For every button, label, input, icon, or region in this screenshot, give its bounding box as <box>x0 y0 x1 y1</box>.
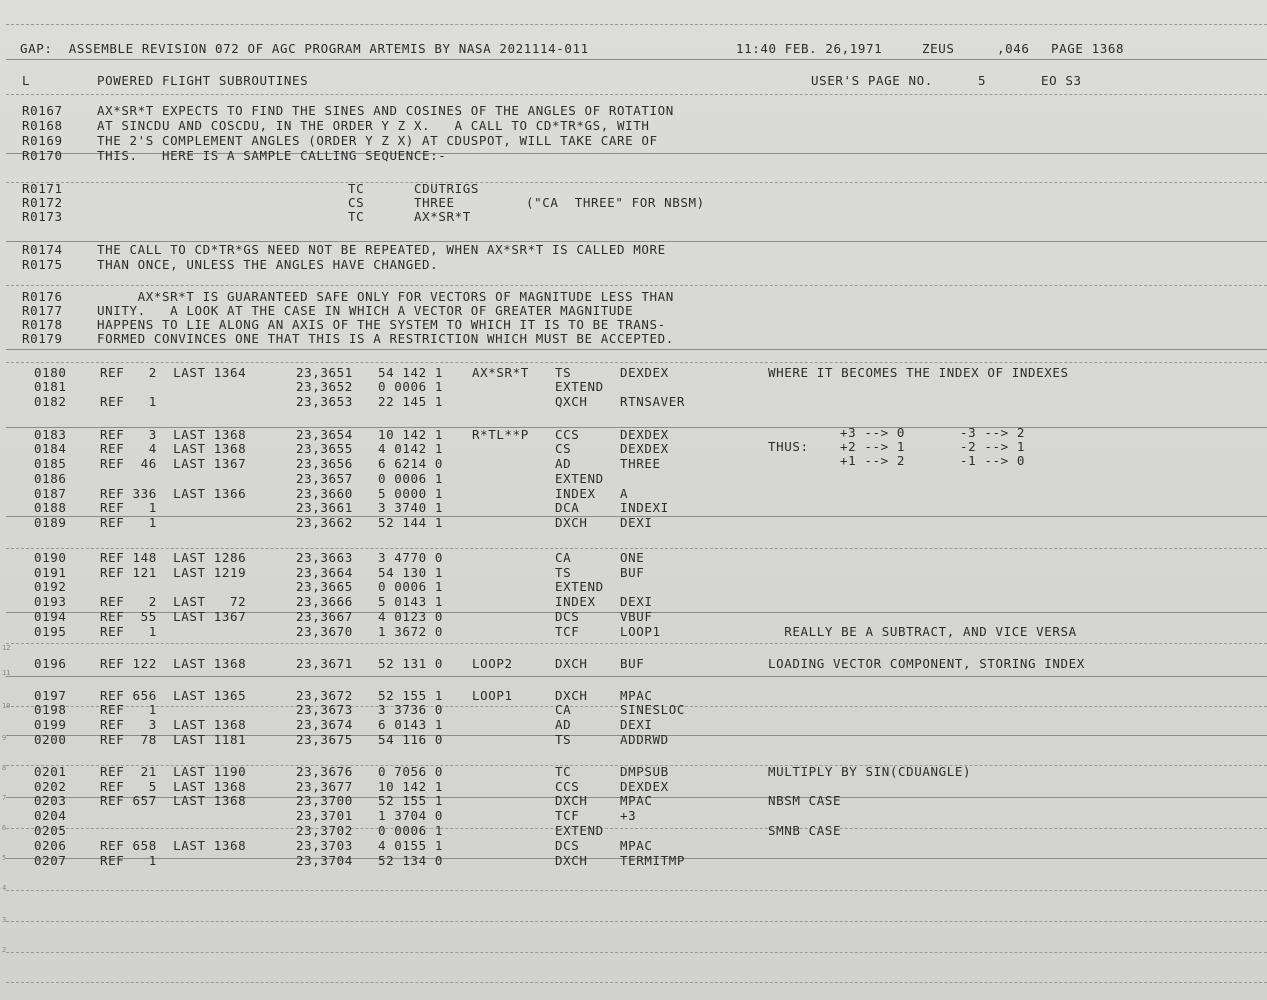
address: 23,3702 <box>296 823 353 838</box>
address: 23,3657 <box>296 471 353 486</box>
operand: TERMITMP <box>620 853 686 868</box>
address: 23,3672 <box>296 688 353 703</box>
comment-text: THE CALL TO CD*TR*GS NEED NOT BE REPEATED, WHEN AX*SR*T IS CALLED MORE <box>97 242 666 257</box>
line-number: R0169 <box>22 133 63 148</box>
octal-word: 1 3704 0 <box>378 808 444 823</box>
assembly-header: GAP: ASSEMBLE REVISION 072 OF AGC PROGRAM ARTEMIS BY NASA 2021114-011 <box>20 41 589 56</box>
address: 23,3676 <box>296 764 353 779</box>
operand: DEXI <box>620 594 653 609</box>
line-number: R0177 <box>22 303 63 318</box>
octal-word: 22 145 1 <box>378 394 444 409</box>
margin-mark: 8 <box>2 764 7 772</box>
line-number: 0193 <box>34 594 67 609</box>
address: 23,3665 <box>296 579 353 594</box>
address: 23,3674 <box>296 717 353 732</box>
cross-reference: REF 3 LAST 1368 <box>100 427 247 442</box>
address: 23,3661 <box>296 500 353 515</box>
paper-rule <box>6 890 1267 891</box>
opcode: CCS <box>555 427 580 442</box>
section-marker: L <box>22 73 31 88</box>
octal-word: 0 7056 0 <box>378 764 444 779</box>
cross-reference: REF 55 LAST 1367 <box>100 609 247 624</box>
address: 23,3673 <box>296 702 353 717</box>
operand: DMPSUB <box>620 764 669 779</box>
address: 23,3666 <box>296 594 353 609</box>
address: 23,3651 <box>296 365 353 380</box>
comment-text: AX*SR*T IS GUARANTEED SAFE ONLY FOR VECTORS OF MAGNITUDE LESS THAN <box>97 289 674 304</box>
opcode: DXCH <box>555 853 588 868</box>
octal-word: 54 116 0 <box>378 732 444 747</box>
user-name: ZEUS <box>922 41 955 56</box>
cross-reference: REF 2 LAST 1364 <box>100 365 247 380</box>
octal-word: 3 3736 0 <box>378 702 444 717</box>
octal-word: 4 0142 1 <box>378 441 444 456</box>
margin-mark: 4 <box>2 884 7 892</box>
octal-word: 4 0155 1 <box>378 838 444 853</box>
octal-word: 0 0006 1 <box>378 471 444 486</box>
comment-text: ("CA THREE" FOR NBSM) <box>526 195 705 210</box>
line-number: 0191 <box>34 565 67 580</box>
thus-label: THUS: <box>768 439 809 454</box>
thus-mapping: +3 --> 0 <box>840 425 906 440</box>
line-number: 0183 <box>34 427 67 442</box>
line-number: 0198 <box>34 702 67 717</box>
octal-word: 54 130 1 <box>378 565 444 580</box>
address: 23,3704 <box>296 853 353 868</box>
opcode: EXTEND <box>555 471 604 486</box>
operand: MPAC <box>620 793 653 808</box>
octal-word: 54 142 1 <box>378 365 444 380</box>
paper-rule <box>6 982 1267 983</box>
address: 23,3662 <box>296 515 353 530</box>
cross-reference: REF 2 LAST 72 <box>100 594 247 609</box>
margin-mark: 10 <box>2 702 11 710</box>
opcode: TS <box>555 732 572 747</box>
eo-code: EO S3 <box>1041 73 1082 88</box>
octal-word: 52 134 0 <box>378 853 444 868</box>
octal-word: 5 0000 1 <box>378 486 444 501</box>
opcode: CCS <box>555 779 580 794</box>
line-number: 0194 <box>34 609 67 624</box>
address: 23,3656 <box>296 456 353 471</box>
line-number: 0199 <box>34 717 67 732</box>
opcode: TS <box>555 565 572 580</box>
users-page-label: USER'S PAGE NO. <box>811 73 933 88</box>
line-number: R0178 <box>22 317 63 332</box>
paper-rule <box>6 362 1267 363</box>
margin-mark: 7 <box>2 794 7 802</box>
opcode: CS <box>555 441 572 456</box>
line-number: 0207 <box>34 853 67 868</box>
paper-rule <box>6 548 1267 549</box>
comment-text: REALLY BE A SUBTRACT, AND VICE VERSA <box>768 624 1077 639</box>
operand: DEXI <box>620 515 653 530</box>
opcode: DCS <box>555 838 580 853</box>
margin-mark: 5 <box>2 854 7 862</box>
cross-reference: REF 5 LAST 1368 <box>100 779 247 794</box>
address: 23,3670 <box>296 624 353 639</box>
operand: +3 <box>620 808 637 823</box>
comment-text: UNITY. A LOOK AT THE CASE IN WHICH A VECTOR OF GREATER MAGNITUDE <box>97 303 634 318</box>
cross-reference: REF 1 <box>100 853 157 868</box>
line-number: 0181 <box>34 379 67 394</box>
address: 23,3663 <box>296 550 353 565</box>
paper-rule <box>6 643 1267 644</box>
octal-word: 0 0006 1 <box>378 823 444 838</box>
paper-rule <box>6 828 1267 829</box>
opcode: EXTEND <box>555 579 604 594</box>
label: LOOP1 <box>472 688 513 703</box>
cross-reference: REF 3 LAST 1368 <box>100 717 247 732</box>
opcode: INDEX <box>555 594 596 609</box>
address: 23,3664 <box>296 565 353 580</box>
octal-word: 1 3672 0 <box>378 624 444 639</box>
opcode: AD <box>555 456 572 471</box>
opcode: EXTEND <box>555 379 604 394</box>
line-number: R0179 <box>22 331 63 346</box>
operand: CDUTRIGS <box>414 181 480 196</box>
address: 23,3660 <box>296 486 353 501</box>
cross-reference: REF 336 LAST 1366 <box>100 486 247 501</box>
address: 23,3653 <box>296 394 353 409</box>
operand: LOOP1 <box>620 624 661 639</box>
comment-text: LOADING VECTOR COMPONENT, STORING INDEX <box>768 656 1085 671</box>
address: 23,3675 <box>296 732 353 747</box>
operand: SINESLOC <box>620 702 686 717</box>
operand: DEXDEX <box>620 441 669 456</box>
operand: INDEXI <box>620 500 669 515</box>
opcode: AD <box>555 717 572 732</box>
line-number: R0175 <box>22 257 63 272</box>
thus-mapping: +1 --> 2 <box>840 453 906 468</box>
cross-reference: REF 658 LAST 1368 <box>100 838 247 853</box>
opcode: DCA <box>555 500 580 515</box>
cross-reference: REF 657 LAST 1368 <box>100 793 247 808</box>
thus-mapping: -1 --> 0 <box>960 453 1026 468</box>
opcode: DXCH <box>555 656 588 671</box>
line-number: R0176 <box>22 289 63 304</box>
paper-rule <box>6 94 1267 95</box>
label: AX*SR*T <box>472 365 529 380</box>
timestamp: 11:40 FEB. 26,1971 <box>736 41 883 56</box>
octal-word: 0 0006 1 <box>378 379 444 394</box>
comment-text: THE 2'S COMPLEMENT ANGLES (ORDER Y Z X) AT CDUSPOT, WILL TAKE CARE OF <box>97 133 658 148</box>
operand: DEXDEX <box>620 365 669 380</box>
page-number: PAGE 1368 <box>1051 41 1125 56</box>
opcode: QXCH <box>555 394 588 409</box>
paper-rule <box>6 24 1267 25</box>
line-number: 0184 <box>34 441 67 456</box>
octal-word: 52 155 1 <box>378 688 444 703</box>
octal-word: 4 0123 0 <box>378 609 444 624</box>
opcode: EXTEND <box>555 823 604 838</box>
line-number: 0204 <box>34 808 67 823</box>
label: LOOP2 <box>472 656 513 671</box>
operand: DEXDEX <box>620 427 669 442</box>
cross-reference: REF 1 <box>100 515 157 530</box>
margin-mark: 6 <box>2 824 7 832</box>
opcode: TCF <box>555 624 580 639</box>
operand: MPAC <box>620 688 653 703</box>
section-title: POWERED FLIGHT SUBROUTINES <box>97 73 309 88</box>
address: 23,3700 <box>296 793 353 808</box>
operand: BUF <box>620 656 645 671</box>
octal-word: 6 0143 1 <box>378 717 444 732</box>
operand: ONE <box>620 550 645 565</box>
paper-rule <box>6 182 1267 183</box>
comment-text: HAPPENS TO LIE ALONG AN AXIS OF THE SYSTEM TO WHICH IT IS TO BE TRANS- <box>97 317 666 332</box>
thus-mapping: -2 --> 1 <box>960 439 1026 454</box>
paper-rule <box>6 952 1267 953</box>
opcode: INDEX <box>555 486 596 501</box>
line-number: 0196 <box>34 656 67 671</box>
line-number: 0188 <box>34 500 67 515</box>
cross-reference: REF 4 LAST 1368 <box>100 441 247 456</box>
operand: AX*SR*T <box>414 209 471 224</box>
opcode: TC <box>348 181 365 196</box>
comment-text: THIS. HERE IS A SAMPLE CALLING SEQUENCE:- <box>97 148 447 163</box>
opcode: DXCH <box>555 515 588 530</box>
comment-text: NBSM CASE <box>768 793 842 808</box>
opcode: DXCH <box>555 688 588 703</box>
operand: RTNSAVER <box>620 394 686 409</box>
thus-mapping: +2 --> 1 <box>840 439 906 454</box>
paper-rule <box>6 676 1267 677</box>
octal-word: 52 131 0 <box>378 656 444 671</box>
comment-text: SMNB CASE <box>768 823 842 838</box>
line-number: R0172 <box>22 195 63 210</box>
line-number: 0205 <box>34 823 67 838</box>
cross-reference: REF 21 LAST 1190 <box>100 764 247 779</box>
line-number: 0192 <box>34 579 67 594</box>
comment-text: MULTIPLY BY SIN(CDUANGLE) <box>768 764 972 779</box>
line-number: 0206 <box>34 838 67 853</box>
address: 23,3703 <box>296 838 353 853</box>
line-number: 0185 <box>34 456 67 471</box>
paper-rule <box>6 349 1267 350</box>
line-number: 0195 <box>34 624 67 639</box>
line-number: R0174 <box>22 242 63 257</box>
octal-word: 3 4770 0 <box>378 550 444 565</box>
line-number: R0171 <box>22 181 63 196</box>
users-page-number: 5 <box>978 73 987 88</box>
opcode: CA <box>555 702 572 717</box>
paper-rule <box>6 285 1267 286</box>
margin-mark: 9 <box>2 734 7 742</box>
opcode: TCF <box>555 808 580 823</box>
opcode: DXCH <box>555 793 588 808</box>
cross-reference: REF 78 LAST 1181 <box>100 732 247 747</box>
octal-word: 52 155 1 <box>378 793 444 808</box>
cross-reference: REF 1 <box>100 702 157 717</box>
line-number: R0170 <box>22 148 63 163</box>
operand: BUF <box>620 565 645 580</box>
opcode: CS <box>348 195 365 210</box>
octal-word: 6 6214 0 <box>378 456 444 471</box>
operand: DEXI <box>620 717 653 732</box>
address: 23,3701 <box>296 808 353 823</box>
cross-reference: REF 148 LAST 1286 <box>100 550 247 565</box>
opcode: CA <box>555 550 572 565</box>
operand: DEXDEX <box>620 779 669 794</box>
thus-mapping: -3 --> 2 <box>960 425 1026 440</box>
line-number: R0167 <box>22 103 63 118</box>
margin-mark: 2 <box>2 946 7 954</box>
opcode: DCS <box>555 609 580 624</box>
comment-text: WHERE IT BECOMES THE INDEX OF INDEXES <box>768 365 1069 380</box>
comment-text: THAN ONCE, UNLESS THE ANGLES HAVE CHANGED. <box>97 257 439 272</box>
opcode: TC <box>555 764 572 779</box>
operand: ADDRWD <box>620 732 669 747</box>
line-number: 0201 <box>34 764 67 779</box>
line-number: 0200 <box>34 732 67 747</box>
cross-reference: REF 1 <box>100 394 157 409</box>
cross-reference: REF 46 LAST 1367 <box>100 456 247 471</box>
address: 23,3667 <box>296 609 353 624</box>
opcode: TS <box>555 365 572 380</box>
cross-reference: REF 122 LAST 1368 <box>100 656 247 671</box>
operand: VBUF <box>620 609 653 624</box>
line-number: 0180 <box>34 365 67 380</box>
octal-word: 3 3740 1 <box>378 500 444 515</box>
margin-mark: 3 <box>2 916 7 924</box>
cross-reference: REF 1 <box>100 624 157 639</box>
octal-word: 10 142 1 <box>378 427 444 442</box>
octal-word: 52 144 1 <box>378 515 444 530</box>
line-number: 0202 <box>34 779 67 794</box>
address: 23,3652 <box>296 379 353 394</box>
address: 23,3654 <box>296 427 353 442</box>
operand: THREE <box>414 195 455 210</box>
octal-word: 10 142 1 <box>378 779 444 794</box>
operand: THREE <box>620 456 661 471</box>
line-number: R0168 <box>22 118 63 133</box>
address: 23,3655 <box>296 441 353 456</box>
line-number: 0197 <box>34 688 67 703</box>
line-number: R0173 <box>22 209 63 224</box>
octal-word: 5 0143 1 <box>378 594 444 609</box>
opcode: TC <box>348 209 365 224</box>
paper-rule <box>6 59 1267 60</box>
operand: MPAC <box>620 838 653 853</box>
margin-mark: 12 <box>2 644 11 652</box>
operand: A <box>620 486 629 501</box>
paper-rule <box>6 921 1267 922</box>
line-number: 0189 <box>34 515 67 530</box>
job-code: ,046 <box>997 41 1030 56</box>
label: R*TL**P <box>472 427 529 442</box>
line-number: 0187 <box>34 486 67 501</box>
cross-reference: REF 1 <box>100 500 157 515</box>
line-number: 0186 <box>34 471 67 486</box>
cross-reference: REF 121 LAST 1219 <box>100 565 247 580</box>
line-number: 0203 <box>34 793 67 808</box>
line-number: 0182 <box>34 394 67 409</box>
address: 23,3671 <box>296 656 353 671</box>
octal-word: 0 0006 1 <box>378 579 444 594</box>
line-number: 0190 <box>34 550 67 565</box>
comment-text: FORMED CONVINCES ONE THAT THIS IS A RESTRICTION WHICH MUST BE ACCEPTED. <box>97 331 674 346</box>
comment-text: AX*SR*T EXPECTS TO FIND THE SINES AND COSINES OF THE ANGLES OF ROTATION <box>97 103 674 118</box>
address: 23,3677 <box>296 779 353 794</box>
margin-mark: 11 <box>2 669 11 677</box>
comment-text: AT SINCDU AND COSCDU, IN THE ORDER Y Z X. A CALL TO CD*TR*GS, WITH <box>97 118 650 133</box>
cross-reference: REF 656 LAST 1365 <box>100 688 247 703</box>
